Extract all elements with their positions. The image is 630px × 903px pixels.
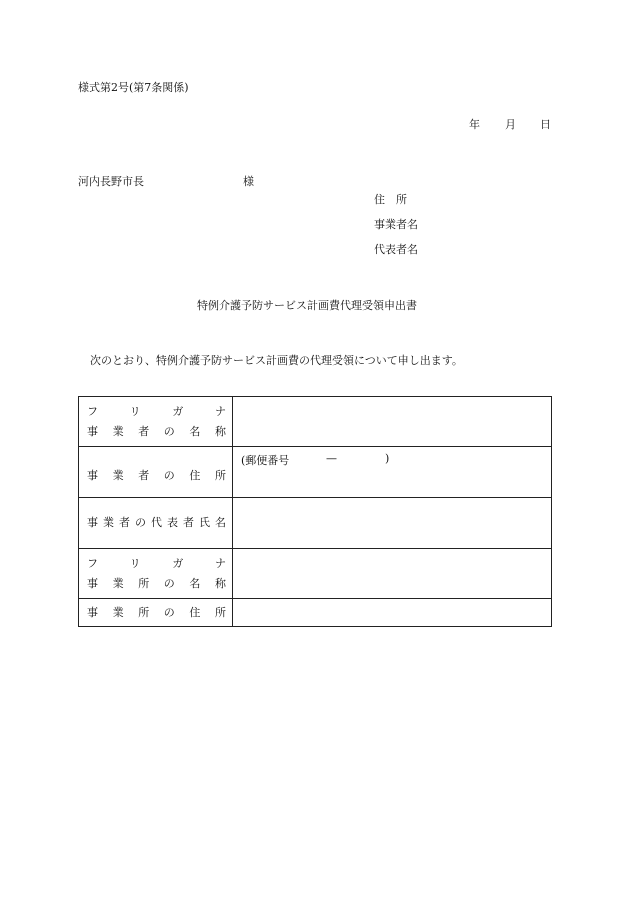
table-row-office-name — [79, 549, 552, 599]
business-name-field[interactable] — [233, 397, 552, 447]
label-business-operator-name: 事 業 者 の 名 称 — [87, 424, 226, 438]
postal-code-dash: — — [326, 452, 337, 465]
applicant-business-name-label: 事業者名 — [374, 218, 418, 231]
label-office-address: 事 業 所 の 住 所 — [79, 599, 233, 627]
representative-name-field[interactable] — [233, 498, 552, 549]
label-furigana: フ リ ガ ナ — [87, 404, 226, 418]
postal-code-close: ) — [385, 452, 390, 465]
table-row-office-address — [79, 599, 552, 627]
addressee-name: 河内長野市長 — [78, 175, 144, 188]
table-row-representative — [79, 498, 552, 549]
postal-code — [241, 452, 390, 468]
office-address-field[interactable] — [233, 599, 552, 627]
application-table — [78, 396, 552, 627]
document-body: 次のとおり、特例介護予防サービス計画費の代理受領について申し出ます。 — [90, 354, 463, 367]
label-business-address: 事 業 者 の 住 所 — [79, 447, 233, 498]
date-day: 日 — [540, 118, 551, 131]
applicant-address-label: 住 所 — [374, 193, 407, 206]
addressee-honorific: 様 — [243, 175, 254, 188]
applicant-representative-label: 代表者名 — [374, 243, 418, 256]
date-month: 月 — [505, 118, 516, 131]
document-title: 特例介護予防サービス計画費代理受領申出書 — [197, 299, 417, 312]
table-row-business-name — [79, 397, 552, 447]
business-address-field[interactable] — [233, 447, 552, 498]
label-office-name: フ リ ガ ナ 事 業 所 の 名 称 — [79, 549, 233, 599]
form-number: 様式第2号(第7条関係) — [78, 81, 189, 94]
postal-code-label: (郵便番号 — [241, 454, 290, 467]
label-business-name — [79, 397, 233, 447]
label-representative-name: 事 業 者 の 代 表 者 氏 名 — [79, 498, 233, 549]
table-row-business-address — [79, 447, 552, 498]
date-year: 年 — [469, 118, 480, 131]
office-name-field[interactable] — [233, 549, 552, 599]
